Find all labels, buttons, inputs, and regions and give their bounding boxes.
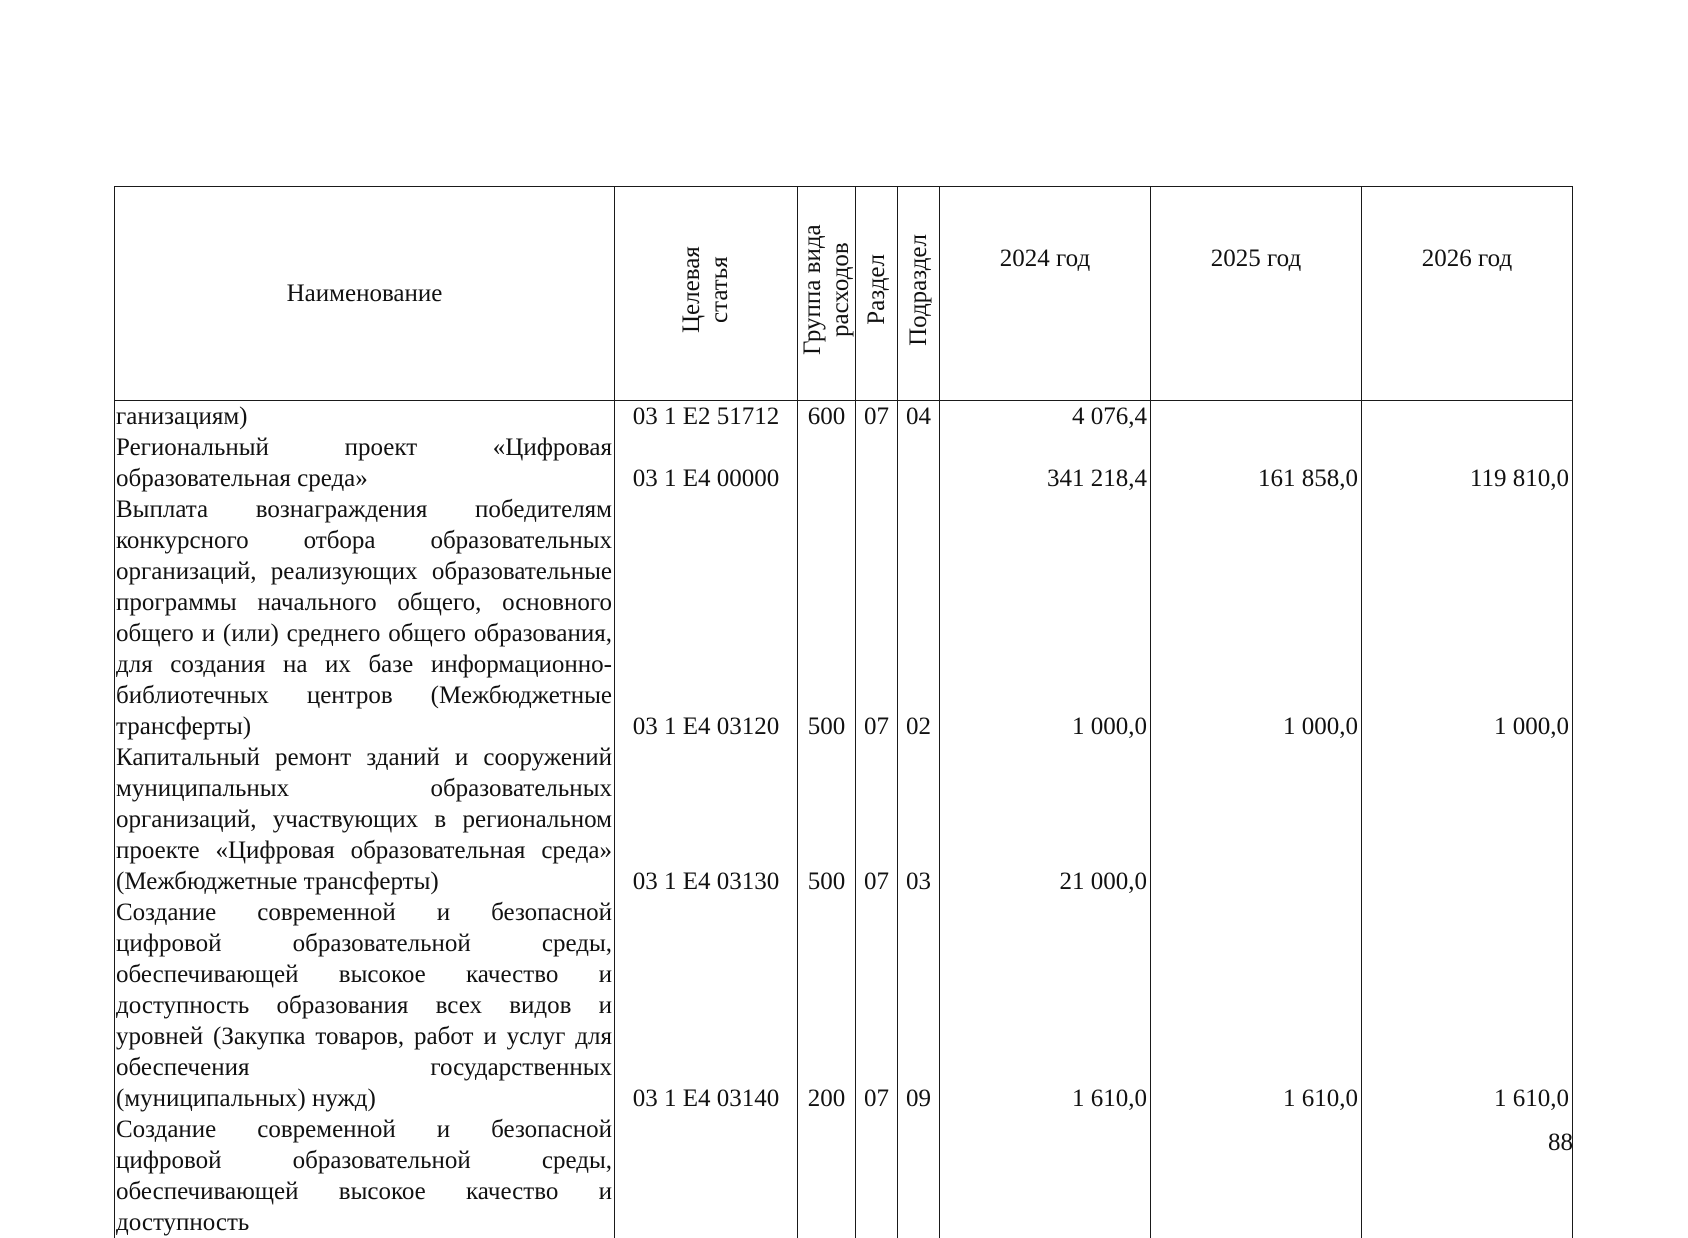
row-target-article: 03 1 E4 03130: [615, 742, 798, 897]
row-year-2024: 1 000,0: [940, 494, 1151, 742]
row-subsection: 09: [898, 897, 940, 1114]
header-section: Раздел: [856, 187, 898, 401]
row-year-2024: 4 076,4: [940, 401, 1151, 433]
row-year-2025: [1151, 742, 1362, 897]
row-year-2025: [1151, 401, 1362, 433]
row-section: 07: [856, 897, 898, 1114]
row-year-2025: 1 610,0: [1151, 897, 1362, 1114]
header-year-2026: 2026 год: [1362, 187, 1573, 401]
header-subsection: Подраздел: [898, 187, 940, 401]
row-section: [856, 432, 898, 494]
table-row: [115, 897, 1573, 1114]
row-year-2026: 119 810,0: [1362, 432, 1573, 494]
row-expense-group: [798, 432, 856, 494]
row-year-2026: 1 610,0: [1362, 897, 1573, 1114]
row-year-2024: 1 610,0: [940, 897, 1151, 1114]
header-target-article: Целевая статья: [615, 187, 798, 401]
row-year-2025: 161 858,0: [1151, 432, 1362, 494]
row-target-article: 03 1 E4 00000: [615, 432, 798, 494]
row-name: Выплата вознаграждения победителям конкурсного отбора образовательных организаций, реализующих образовательные программы начального общего, основного общего и (или) среднего общего образования, для создания на их базе информационно-библиотечных центров (Межбюджетные трансферты): [115, 494, 615, 742]
table-row: [115, 494, 1573, 742]
row-target-article: [615, 1114, 798, 1238]
row-section: 07: [856, 742, 898, 897]
row-year-2026: [1362, 1114, 1573, 1238]
row-name: Региональный проект «Цифровая образовательная среда»: [115, 432, 615, 494]
row-target-article: 03 1 E2 51712: [615, 401, 798, 433]
header-expense-group: Группа вида расходов: [798, 187, 856, 401]
table-row: [115, 432, 1573, 494]
table-row: [115, 401, 1573, 433]
row-year-2025: [1151, 1114, 1362, 1238]
row-section: 07: [856, 401, 898, 433]
row-name: Капитальный ремонт зданий и сооружений муниципальных образовательных организаций, участвующих в региональном проекте «Цифровая образовательная среда» (Межбюджетные трансферты): [115, 742, 615, 897]
table-row: [115, 1114, 1573, 1238]
header-name: Наименование: [115, 187, 615, 401]
row-name: ганизациям): [115, 401, 615, 433]
row-subsection: [898, 432, 940, 494]
row-section: [856, 1114, 898, 1238]
row-year-2026: 1 000,0: [1362, 494, 1573, 742]
row-expense-group: [798, 1114, 856, 1238]
row-target-article: 03 1 E4 03140: [615, 897, 798, 1114]
row-subsection: 04: [898, 401, 940, 433]
header-year-2025: 2025 год: [1151, 187, 1362, 401]
row-target-article: 03 1 E4 03120: [615, 494, 798, 742]
row-name: Создание современной и безопасной цифровой образовательной среды, обеспечивающей высокое качество и доступность образования всех видов и уровней (Закупка товаров, работ и услуг для обеспечения государственных (муниципальных) нужд): [115, 897, 615, 1114]
row-year-2024: 21 000,0: [940, 742, 1151, 897]
row-expense-group: 600: [798, 401, 856, 433]
row-year-2025: 1 000,0: [1151, 494, 1362, 742]
row-year-2024: 341 218,4: [940, 432, 1151, 494]
row-year-2026: [1362, 401, 1573, 433]
row-year-2024: [940, 1114, 1151, 1238]
row-subsection: [898, 1114, 940, 1238]
row-section: 07: [856, 494, 898, 742]
page-number: 88: [1548, 1129, 1573, 1156]
row-subsection: 03: [898, 742, 940, 897]
row-expense-group: 500: [798, 742, 856, 897]
budget-table: [114, 186, 1573, 1238]
header-year-2024: 2024 год: [940, 187, 1151, 401]
row-expense-group: 200: [798, 897, 856, 1114]
row-year-2026: [1362, 742, 1573, 897]
row-expense-group: 500: [798, 494, 856, 742]
row-subsection: 02: [898, 494, 940, 742]
row-name: Создание современной и безопасной цифровой образовательной среды, обеспечивающей высокое качество и доступность: [115, 1114, 615, 1238]
table-row: [115, 742, 1573, 897]
table-header-row: [115, 187, 1573, 401]
